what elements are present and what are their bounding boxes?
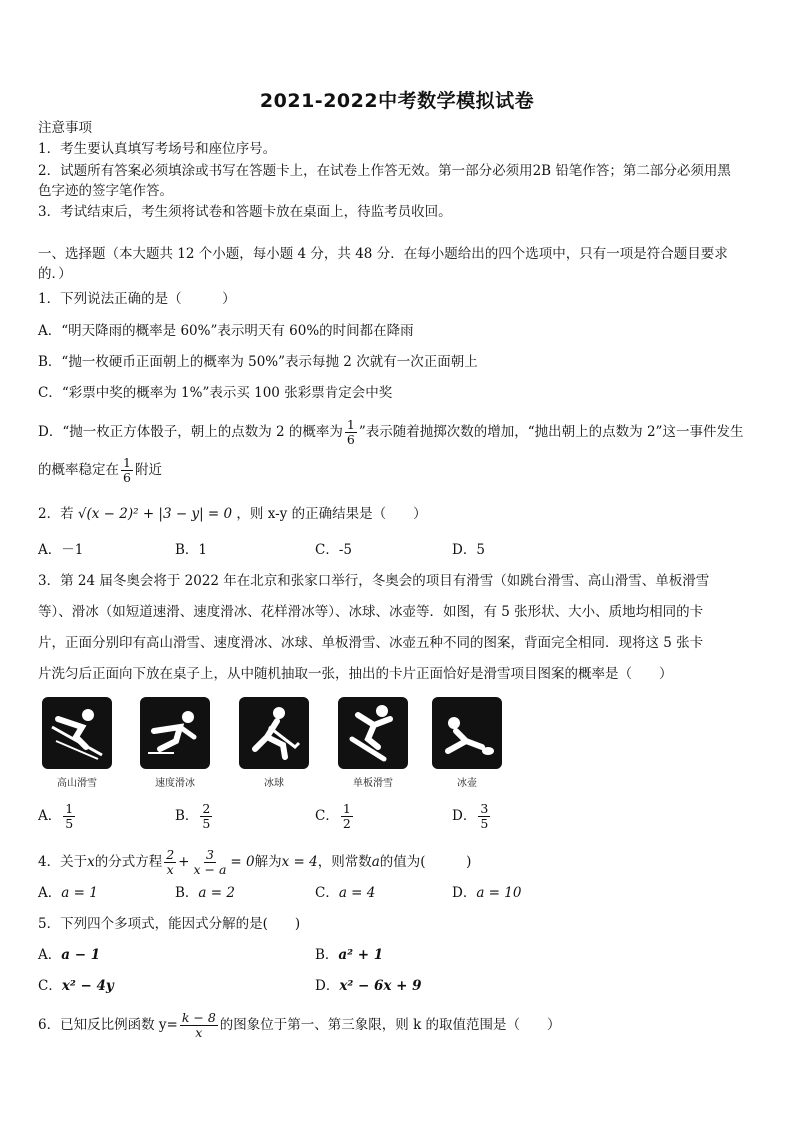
q1-fraction: $\frac{1}{6}$	[346, 417, 355, 447]
card-label-1: 高山滑雪	[57, 778, 97, 789]
q3-card-images	[40, 697, 510, 792]
q2-option-d: D．5	[452, 542, 485, 558]
q3-option-d: D． $\frac{3}{5}$	[452, 801, 489, 831]
card-label-2: 速度滑冰	[155, 778, 195, 789]
q1-option-b: B．“抛一枚硬币正面朝上的概率为 50%”表示每抛 2 次就有一次正面朝上	[38, 354, 478, 370]
q2-option-c: C．-5	[315, 542, 352, 558]
alpine-skiing-icon	[42, 697, 112, 769]
q4-option-c: C．a = 4	[315, 885, 376, 901]
q3-option-b: B． $\frac{2}{5}$	[175, 801, 211, 831]
section-heading-cont: 的．）	[38, 266, 72, 282]
notes-item-3: 3．考试结束后，考生须将试卷和答题卡放在桌面上，待监考员收回。	[38, 204, 452, 220]
q1-fraction-2: $\frac{1}{6}$	[123, 455, 131, 485]
q1-stem: 1．下列说法正确的是（ ）	[38, 291, 236, 307]
q5-stem: 5．下列四个多项式，能因式分解的是( )	[38, 916, 301, 932]
q3-line-2: 等）、滑冰（如短道速滑、速度滑冰、花样滑冰等）、冰球、冰壶等．如图，有 5 张形状、大小、质地均相同的卡	[38, 604, 704, 620]
notes-item-2-cont: 色字迹的签字笔作答。	[38, 183, 173, 199]
card-label-5: 冰壶	[457, 778, 477, 789]
q1-option-d-post: ”表示随着抛掷次数的增加，“抛出朝上的点数为 2”这一事件发生	[358, 424, 744, 440]
card-label-3: 冰球	[264, 778, 284, 789]
q3-line-1: 3．第 24 届冬奥会将于 2022 年在北京和张家口举行，冬奥会的项目有滑雪（如跳台滑雪、高山滑雪、单板滑雪	[38, 573, 710, 589]
q4-stem: 4．关于x的分式方程 $\frac{2}{x}$ + $\frac{3}{x - a}$ = 0解为x = 4，则常数a的值为( )	[38, 847, 472, 877]
q1-option-a: A．“明天降雨的概率是 60%”表示明天有 60%的时间都在降雨	[38, 323, 414, 339]
q4-option-a: A．a = 1	[38, 885, 98, 901]
ice-hockey-icon	[239, 697, 309, 769]
q2-option-a: A．－1	[38, 542, 84, 558]
q5-option-a: A．a − 1	[38, 947, 101, 963]
page-title: 2021-2022中考数学模拟试卷	[259, 90, 535, 112]
notes-item-1: 1．考生要认真填写考场号和座位序号。	[38, 141, 277, 157]
notes-heading: 注意事项	[38, 120, 92, 136]
q1-option-c: C．“彩票中奖的概率为 1%”表示买 100 张彩票肯定会中奖	[38, 385, 393, 401]
q5-option-b: B．a² + 1	[315, 947, 384, 963]
q2-expression: √(x − 2)² + |3 − y| = 0	[77, 506, 233, 522]
q5-option-c: C．x² − 4y	[38, 978, 114, 994]
speed-skating-icon	[140, 697, 210, 769]
snowboard-icon	[338, 697, 408, 769]
q1-option-d-pre: D．“抛一枚正方体骰子，朝上的点数为 2 的概率为	[38, 424, 343, 440]
curling-icon	[432, 697, 502, 769]
q1-option-d	[38, 418, 743, 447]
section-heading: 一、选择题（本大题共 12 个小题，每小题 4 分，共 48 分．在每小题给出的四个选项中，只有一项是符合题目要求	[38, 246, 728, 262]
q6-stem: 6．已知反比例函数 y= $\frac{k - 8}{x}$ 的图象位于第一、第三象限，则 k 的取值范围是（ ）	[38, 1010, 561, 1040]
q1-option-d-line2: 的概率稳定在 $\frac{1}{6}$ 附近	[38, 455, 162, 485]
card-label-4: 单板滑雪	[353, 778, 393, 789]
q2-stem: 2．若 √(x − 2)² + |3 − y| = 0 ，则 x-y 的正确结果是（ ）	[38, 506, 427, 522]
q3-option-a: A． $\frac{1}{5}$	[38, 801, 74, 831]
q5-option-d: D．x² − 6x + 9	[315, 978, 422, 994]
q2-option-b: B．1	[175, 542, 208, 558]
q3-option-c: C． $\frac{1}{2}$	[315, 801, 351, 831]
q4-option-d: D．a = 10	[452, 885, 522, 901]
q6-fraction: $\frac{k - 8}{x}$	[181, 1010, 216, 1040]
notes-item-2: 2．试题所有答案必须填涂或书写在答题卡上，在试卷上作答无效。第一部分必须用2B 铅笔作答；第二部分必须用黑	[38, 163, 731, 179]
q4-option-b: B．a = 2	[175, 885, 235, 901]
q3-line-3: 片，正面分别印有高山滑雪、速度滑冰、冰球、单板滑雪、冰壶五种不同的图案，背面完全相同．现将这 5 张卡	[38, 635, 704, 651]
q3-line-4: 片洗匀后正面向下放在桌子上，从中随机抽取一张，抽出的卡片正面恰好是滑雪项目图案的概率是（ ）	[38, 666, 673, 682]
